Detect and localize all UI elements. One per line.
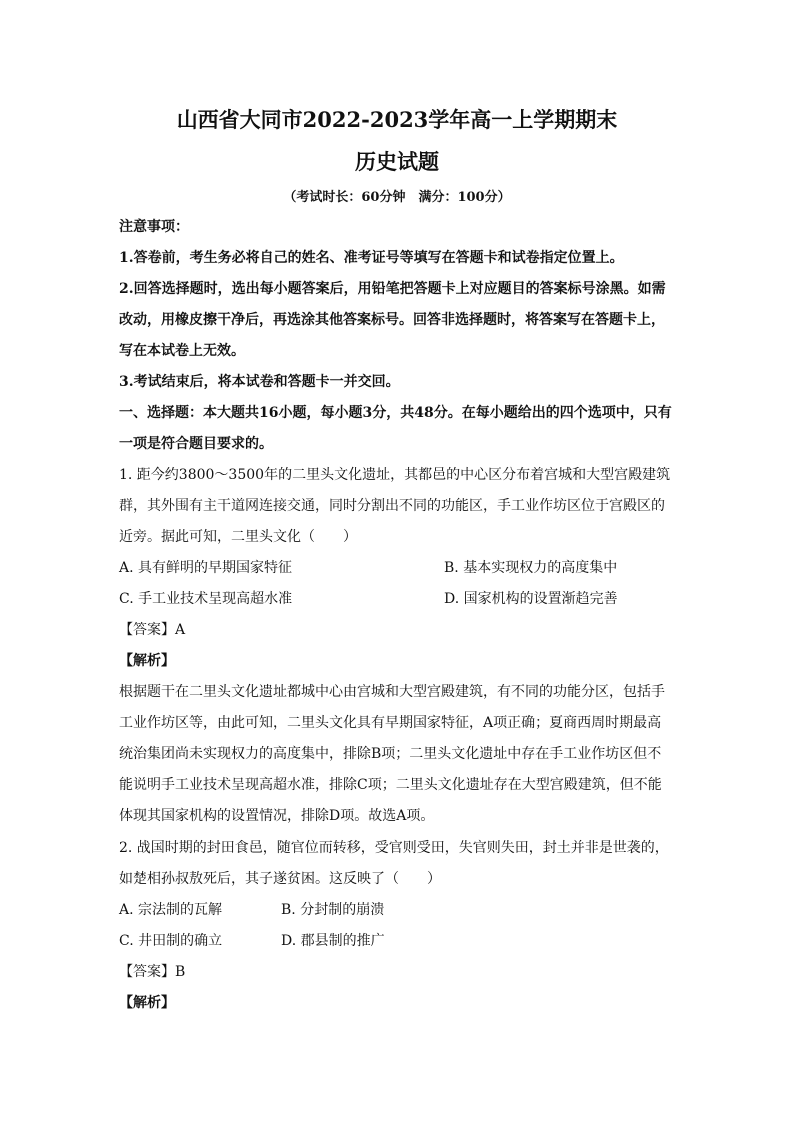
question-2-analysis-label: 【解析】: [119, 995, 175, 1011]
notice-item-3: 3.考试结束后，将本试卷和答题卡一并交回。: [119, 374, 400, 390]
question-1-analysis: 根据题干在二里头文化遗址都城中心由宫城和大型宫殿建筑，有不同的功能分区，包括手工业作坊区等，由此可知，二里头文化具有早期国家特征，A项正确；夏商西周时期最高统治集团尚未实现权力的高度集中，排除B项；二里头文化遗址中存在手工业作坊区但不能说明手工业技术呈现高超水准，排除C项；二里头文化遗址存在大型宫殿建筑，但不能体现其国家机构的设置情况，排除D项。故选A项。: [119, 684, 665, 824]
question-2-option-c: C. 井田制的确立: [119, 933, 223, 949]
question-2-stem: 2. 战国时期的封田食邑，随官位而转移，受官则受田，失官则失田，封土并非是世袭的，如楚相孙叔敖死后，其子遂贫困。这反映了（ ）: [119, 840, 669, 887]
exam-info: （考试时长：60分钟 满分：100分）: [283, 190, 511, 205]
notice-item-2: 2.回答选择题时，选出每小题答案后，用铅笔把答题卡上对应题目的答案标号涂黑。如需改动，用橡皮擦干净后，再选涂其他答案标号。回答非选择题时，将答案写在答题卡上，写在本试卷上无效。: [119, 281, 666, 359]
question-1-option-b: B. 基本实现权力的高度集中: [444, 560, 618, 576]
notice-item-1: 1.答卷前，考生务必将自己的姓名、准考证号等填写在答题卡和试卷指定位置上。: [119, 250, 624, 266]
question-1-option-c: C. 手工业技术呈现高超水准: [119, 591, 293, 607]
question-1-stem: 1. 距今约3800～3500年的二里头文化遗址，其都邑的中心区分布着宫城和大型宫殿建筑群，其外围有主干道网连接交通，同时分割出不同的功能区，手工业作坊区位于宫殿区的近旁。据此可知，二里头文化（ ）: [119, 467, 671, 545]
question-1-options-row-1: [119, 553, 675, 584]
question-2-option-b: B. 分封制的崩溃: [281, 902, 385, 918]
question-2-option-a: A. 宗法制的瓦解: [119, 902, 223, 918]
section-heading: 一、选择题：本大题共16小题，每小题3分，共48分。在每小题给出的四个选项中，只有一项是符合题目要求的。: [119, 405, 672, 452]
question-2-answer: 【答案】B: [119, 964, 186, 980]
question-1-answer: 【答案】A: [119, 622, 186, 638]
question-1-option-a: A. 具有鲜明的早期国家特征: [119, 560, 293, 576]
question-2-options-row-2: [119, 926, 675, 957]
question-1-analysis-label: 【解析】: [119, 653, 175, 669]
question-1-option-d: D. 国家机构的设置渐趋完善: [444, 591, 618, 607]
exam-title: 山西省大同市2022-2023学年高一上学期期末: [176, 107, 618, 132]
question-2-option-d: D. 郡县制的推广: [281, 933, 385, 949]
notice-heading: 注意事项：: [119, 219, 189, 235]
question-1-options-row-2: [119, 584, 675, 615]
exam-subject: 历史试题: [355, 149, 439, 174]
question-2-options-row-1: [119, 895, 675, 926]
